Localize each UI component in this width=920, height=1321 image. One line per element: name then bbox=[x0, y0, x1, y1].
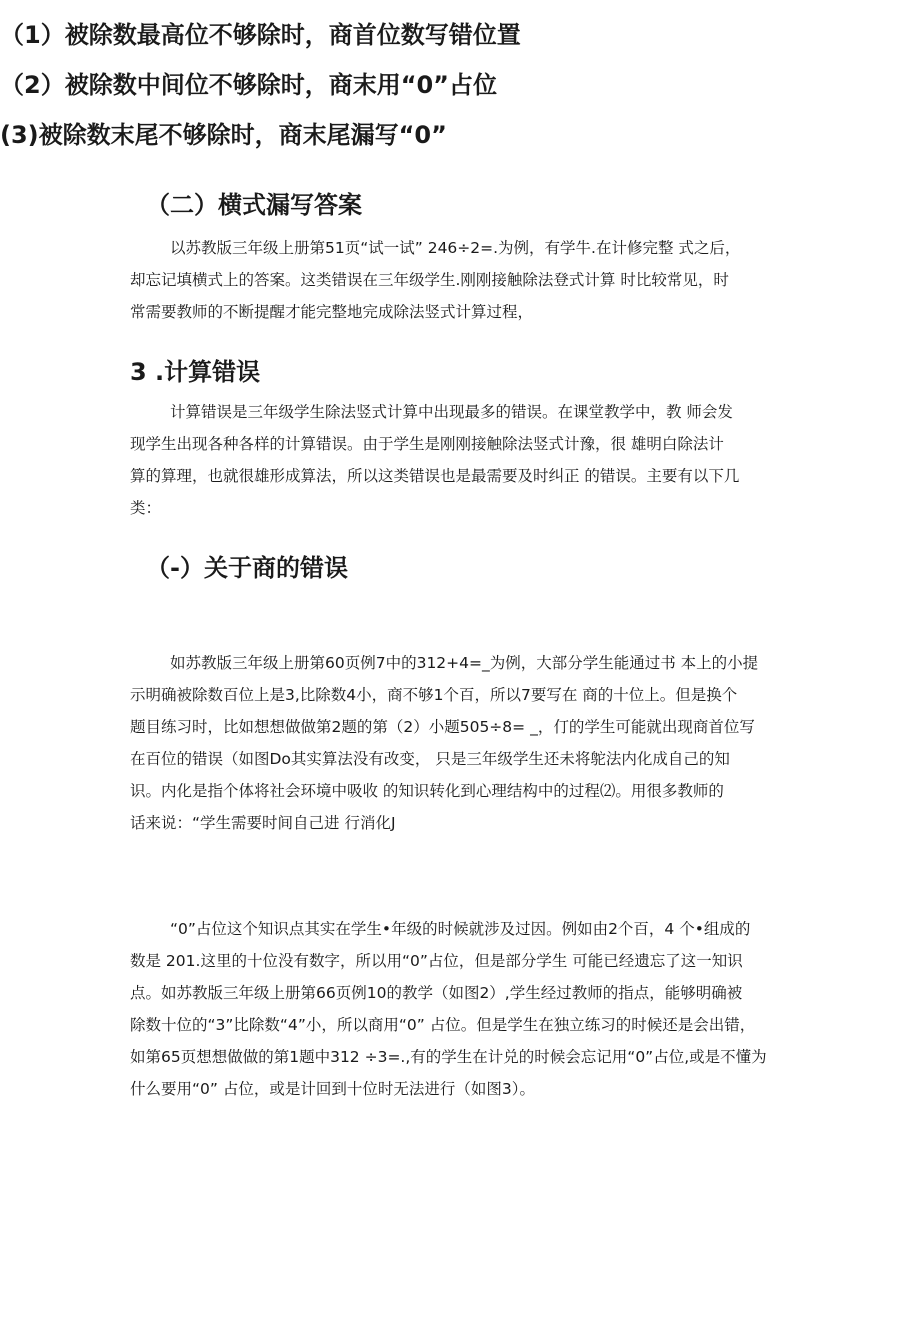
text-line: 示明确被除数百位上是3,比除数4小，商不够1个百，所以7要写在 商的十位上。但是换个 bbox=[130, 685, 738, 704]
heading-missing-answer: （二）横式漏写答案 bbox=[146, 190, 362, 219]
paragraph-middle-zero-placeholder bbox=[130, 913, 810, 1105]
text-line: 算的算理，也就很雄形成算法，所以这类错误也是最需要及时纠正 的错误。主要有以下几 bbox=[130, 466, 740, 485]
text-line: 如第65页想想做做的第1题中312 ÷3=.,有的学生在计兑的时候会忘记用“0”占位,或是不懂为 bbox=[130, 1047, 767, 1066]
text-line: 题目练习时，比如想想做做第2题的第（2）小题505÷8= _，仃的学生可能就出现商首位写 bbox=[130, 717, 755, 736]
text-line: “0”占位这个知识点其实在学生•年级的时候就涉及过因。例如由2个百，4 个•组成的 bbox=[170, 919, 751, 938]
paragraph-calculation-errors bbox=[130, 396, 810, 524]
text-line: 什么要用“0” 占位，或是计回到十位时无法进行（如图3）。 bbox=[130, 1079, 535, 1098]
text-line: 如苏教版三年级上册第60页例7中的312+4=_为例，大部分学生能通过书 本上的小提 bbox=[170, 653, 759, 672]
heading-calculation-errors: 3 .计算错误 bbox=[130, 357, 261, 386]
paragraph-first-digit-position bbox=[130, 647, 810, 839]
text-line: 类： bbox=[130, 498, 162, 517]
heading-middle-zero-placeholder: （2）被除数中间位不够除时，商末用“0”占位 bbox=[0, 70, 497, 99]
text-line: 常需要教师的不断提醒才能完整地完成除法竖式计算过程， bbox=[130, 302, 534, 321]
text-line: 现学生出现各种各样的计算错误。由于学生是刚刚接触除法竖式计豫，很 雄明白除法计 bbox=[130, 434, 724, 453]
text-line: 话来说：“学生需要时间自己进 行消化J bbox=[130, 813, 396, 832]
heading-first-digit-position: （1）被除数最高位不够除时，商首位数写错位置 bbox=[0, 20, 521, 49]
text-line: 除数十位的“3”比除数“4”小，所以商用“0” 占位。但是学生在独立练习的时候还是会出错， bbox=[130, 1015, 756, 1034]
text-line: 数是 201.这里的十位没有数字，所以用“0”占位，但是部分学生 可能已经遗忘了这一知识 bbox=[130, 951, 743, 970]
text-line: 在百位的错误（如图Do其实算法没有改变， 只是三年级学生还未将鸵法内化成自己的知 bbox=[130, 749, 730, 768]
text-line: 却忘记填横式上的答案。这类错误在三年级学生.刚刚接触除法登式计算 时比较常见，时 bbox=[130, 270, 729, 289]
text-line: 识。内化是指个体将社会环境中吸收 的知识转化到心理结构中的过程⑵。用很多教师的 bbox=[130, 781, 724, 800]
text-line: 点。如苏教版三年级上册第66页例10的教学（如图2）,学生经过教师的指点，能够明确被 bbox=[130, 983, 743, 1002]
heading-trailing-zero-missing: (3)被除数末尾不够除时，商末尾漏写“0” bbox=[0, 120, 447, 149]
paragraph-missing-answer bbox=[130, 232, 810, 328]
text-line: 计算错误是三年级学生除法竖式计算中出现最多的错误。在课堂教学中，教 师会发 bbox=[170, 402, 733, 421]
text-line: 以苏教版三年级上册第51页“试一试” 246÷2=.为例，有学牛.在计修完整 式之后， bbox=[170, 238, 741, 257]
heading-quotient-errors: （-）关于商的错误 bbox=[146, 553, 348, 582]
